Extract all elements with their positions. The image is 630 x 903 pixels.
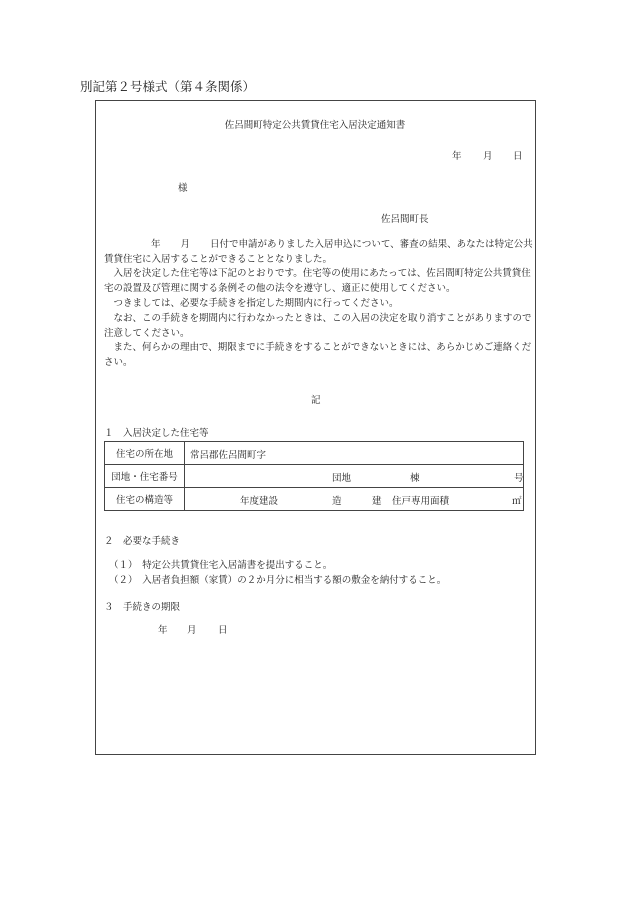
structure-zou: 造	[332, 496, 342, 507]
body-year: 年	[151, 239, 161, 250]
date-month: 月	[483, 151, 493, 162]
deadline-day: 日	[218, 625, 228, 636]
body-paragraph-4: なお、この手続きを期間内に行わなかったときは、この入居の決定を取り消すことがありますので注意してください。	[104, 313, 532, 339]
structure-nendo: 年度建設	[240, 496, 279, 507]
date-year: 年	[452, 151, 462, 162]
number-mune: 棟	[410, 473, 420, 484]
section2-item-2: （２） 入居者負担額（家賃）の２か月分に相当する額の敷金を納付すること。	[109, 575, 447, 586]
body-text-1: 日付で申請がありました入居申込について、審査の結果、あなたは特定公共賃貸住宅に入居することができることとなりました。	[104, 239, 533, 265]
date-day: 日	[513, 151, 523, 162]
location-value: 常呂郡佐呂間町字	[190, 450, 267, 461]
structure-area: 住戸専用面積	[392, 496, 450, 507]
body-paragraph-2: 入居を決定した住宅等は下記のとおりです。住宅等の使用にあたっては、佐呂間町特定公共賃貸住宅の設置及び管理に関する条例その他の法令を遵守し、適正に使用してください。	[104, 268, 531, 294]
issuer-name: 佐呂間町長	[381, 214, 429, 225]
notice-title: 佐呂間町特定公共賃貸住宅入居決定通知書	[224, 120, 406, 131]
location-value-cell	[185, 442, 524, 465]
structure-value-cell	[185, 488, 524, 511]
number-label: 団地・住宅番号	[105, 465, 185, 488]
table-row-location	[105, 442, 524, 465]
body-paragraph-5: また、何らかの理由で、期限までに手続きをすることができないときには、あらかじめご連絡ください。	[104, 342, 532, 368]
structure-label: 住宅の構造等	[105, 488, 185, 511]
table-row-structure	[105, 488, 524, 511]
location-label: 住宅の所在地	[105, 442, 185, 465]
body-month: 月	[180, 239, 191, 250]
section3-heading: ３ 手続きの期限	[104, 602, 181, 613]
structure-ken: 建	[372, 496, 382, 507]
section2-heading: ２ 必要な手続き	[104, 536, 181, 547]
section1-heading: １ 入居決定した住宅等	[104, 428, 209, 439]
deadline-year: 年	[158, 625, 168, 636]
section2-item-1: （１） 特定公共賃貸住宅入居請書を提出すること。	[109, 560, 333, 571]
number-danchi: 団地	[332, 473, 352, 484]
housing-table	[104, 441, 524, 511]
addressee-suffix: 様	[178, 183, 188, 194]
form-label: 別記第２号様式（第４条関係）	[80, 79, 256, 94]
number-value-cell	[185, 465, 524, 488]
structure-unit: ㎡	[512, 496, 522, 507]
body-paragraph-1	[104, 238, 534, 267]
body-paragraph-3: つきましては、必要な手続きを指定した期間内に行ってください。	[113, 298, 399, 309]
ki-label: 記	[311, 395, 321, 406]
number-go: 号	[514, 473, 524, 484]
table-row-number	[105, 465, 524, 488]
deadline-month: 月	[187, 625, 197, 636]
